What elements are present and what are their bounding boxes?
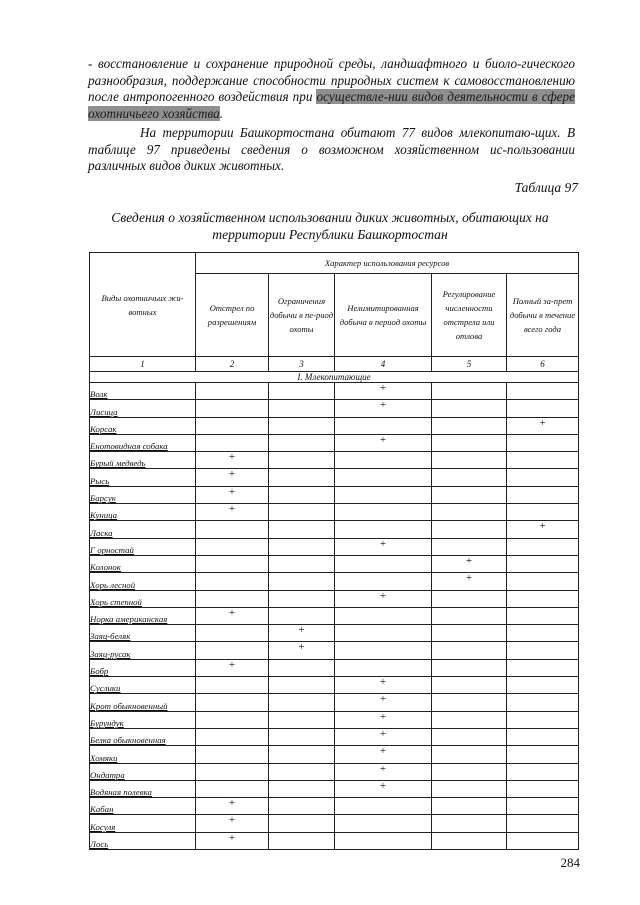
paragraph-bullet-text: - восстановление и сохранение природной среды, ландшафтного и биоло-гического разнообразия, поддержание способности природных систем к самовосстановлению после антропогенного воздействия при	[88, 56, 575, 104]
highlighted-text: осуществле-нии видов деятельности в сфере охотничьего хозяйства	[88, 89, 575, 121]
header-usage-group: Характер использования ресурсов	[196, 253, 579, 274]
empty-cell	[269, 504, 335, 521]
empty-cell	[507, 383, 579, 400]
table-row	[90, 555, 579, 572]
empty-cell	[432, 694, 507, 711]
empty-cell	[507, 780, 579, 797]
usage-mark: +	[335, 400, 432, 417]
empty-cell	[196, 555, 269, 572]
empty-cell	[432, 538, 507, 555]
empty-cell	[335, 832, 432, 849]
empty-cell	[432, 780, 507, 797]
species-name: Бобр	[90, 659, 196, 676]
empty-cell	[335, 642, 432, 659]
species-name: Лось	[90, 832, 196, 849]
empty-cell	[335, 469, 432, 486]
column-number: 4	[335, 357, 432, 372]
usage-mark: +	[196, 486, 269, 503]
species-name: Г орностай	[90, 538, 196, 555]
page-number: 284	[560, 855, 580, 870]
table-title: Сведения о хозяйственном использовании диких животных, обитающих на территории Республики Башкортостан	[111, 210, 549, 242]
section-title: I. Млекопитающие	[90, 372, 579, 383]
empty-cell	[507, 815, 579, 832]
empty-cell	[507, 694, 579, 711]
species-name: Куница	[90, 504, 196, 521]
species-name: Рысь	[90, 469, 196, 486]
species-name: Волк	[90, 383, 196, 400]
empty-cell	[335, 659, 432, 676]
empty-cell	[335, 607, 432, 624]
usage-mark: +	[507, 417, 579, 434]
empty-cell	[335, 417, 432, 434]
empty-cell	[196, 538, 269, 555]
species-name: Лисица	[90, 400, 196, 417]
table-row	[90, 677, 579, 694]
empty-cell	[507, 538, 579, 555]
empty-cell	[507, 486, 579, 503]
column-number: 3	[269, 357, 335, 372]
empty-cell	[196, 763, 269, 780]
usage-mark: +	[196, 504, 269, 521]
empty-cell	[432, 504, 507, 521]
empty-cell	[269, 763, 335, 780]
empty-cell	[432, 798, 507, 815]
table-row	[90, 694, 579, 711]
species-name: Барсук	[90, 486, 196, 503]
empty-cell	[432, 521, 507, 538]
column-number: 6	[507, 357, 579, 372]
table-row	[90, 607, 579, 624]
empty-cell	[269, 798, 335, 815]
empty-cell	[432, 711, 507, 728]
empty-cell	[507, 746, 579, 763]
species-name: Крот обыкновенный	[90, 694, 196, 711]
empty-cell	[269, 832, 335, 849]
empty-cell	[507, 590, 579, 607]
column-number: 5	[432, 357, 507, 372]
table-row	[90, 452, 579, 469]
usage-mark: +	[432, 573, 507, 590]
usage-mark: +	[335, 711, 432, 728]
empty-cell	[432, 625, 507, 642]
usage-mark: +	[507, 521, 579, 538]
usage-mark: +	[335, 590, 432, 607]
table-row	[90, 469, 579, 486]
usage-mark: +	[196, 659, 269, 676]
empty-cell	[507, 798, 579, 815]
table-row	[90, 486, 579, 503]
table-body	[90, 372, 579, 850]
empty-cell	[507, 573, 579, 590]
empty-cell	[269, 746, 335, 763]
species-name: Кабан	[90, 798, 196, 815]
usage-mark: +	[196, 815, 269, 832]
empty-cell	[432, 417, 507, 434]
usage-mark: +	[269, 642, 335, 659]
usage-mark: +	[432, 555, 507, 572]
empty-cell	[269, 677, 335, 694]
table-row	[90, 798, 579, 815]
empty-cell	[507, 469, 579, 486]
empty-cell	[507, 400, 579, 417]
table-row	[90, 746, 579, 763]
table-row	[90, 400, 579, 417]
empty-cell	[269, 400, 335, 417]
table-row	[90, 832, 579, 849]
table-row	[90, 538, 579, 555]
empty-cell	[507, 659, 579, 676]
table-row	[90, 590, 579, 607]
table-row	[90, 642, 579, 659]
usage-mark: +	[335, 677, 432, 694]
empty-cell	[432, 452, 507, 469]
empty-cell	[269, 383, 335, 400]
empty-cell	[432, 746, 507, 763]
empty-cell	[269, 538, 335, 555]
empty-cell	[269, 659, 335, 676]
empty-cell	[196, 521, 269, 538]
paragraph-bullet-end: .	[219, 105, 224, 121]
empty-cell	[335, 504, 432, 521]
empty-cell	[269, 607, 335, 624]
empty-cell	[507, 452, 579, 469]
column-number: 2	[196, 357, 269, 372]
species-name: Бурый медведь	[90, 452, 196, 469]
empty-cell	[269, 728, 335, 745]
empty-cell	[196, 573, 269, 590]
empty-cell	[196, 642, 269, 659]
empty-cell	[196, 677, 269, 694]
species-name: Хомяки	[90, 746, 196, 763]
usage-mark: +	[335, 538, 432, 555]
species-name: Белка обыкновенная	[90, 728, 196, 745]
empty-cell	[335, 452, 432, 469]
usage-mark: +	[269, 625, 335, 642]
empty-cell	[507, 504, 579, 521]
empty-cell	[269, 780, 335, 797]
empty-cell	[432, 400, 507, 417]
usage-mark: +	[335, 383, 432, 400]
species-name: Хорь лесной	[90, 573, 196, 590]
species-name: Ондатра	[90, 763, 196, 780]
species-name: Косуля	[90, 815, 196, 832]
empty-cell	[269, 815, 335, 832]
empty-cell	[507, 763, 579, 780]
empty-cell	[432, 607, 507, 624]
usage-mark: +	[335, 763, 432, 780]
empty-cell	[269, 711, 335, 728]
table-row	[90, 711, 579, 728]
species-name: Енотовидная собака	[90, 434, 196, 451]
column-header: Ограничения добычи в пе-риод охоты	[269, 274, 335, 357]
empty-cell	[196, 694, 269, 711]
empty-cell	[432, 763, 507, 780]
species-name: Суслики	[90, 677, 196, 694]
empty-cell	[269, 555, 335, 572]
usage-mark: +	[196, 798, 269, 815]
species-name: Корсак	[90, 417, 196, 434]
empty-cell	[507, 711, 579, 728]
empty-cell	[269, 590, 335, 607]
paragraph-intro: На территории Башкортостана обитают 77 видов млекопитаю-щих. В таблице 97 приведены сведения о возможном хозяйственном ис-пользовании различных видов диких животных.	[88, 125, 575, 173]
species-name: Хорь степной	[90, 590, 196, 607]
empty-cell	[432, 434, 507, 451]
empty-cell	[196, 590, 269, 607]
empty-cell	[196, 417, 269, 434]
usage-mark: +	[196, 607, 269, 624]
empty-cell	[507, 642, 579, 659]
header-species: Виды охотничьих жи-вотных	[90, 253, 196, 357]
usage-mark: +	[335, 780, 432, 797]
column-numbers-row	[90, 357, 579, 372]
empty-cell	[269, 452, 335, 469]
empty-cell	[335, 486, 432, 503]
table-row	[90, 383, 579, 400]
empty-cell	[432, 659, 507, 676]
empty-cell	[196, 383, 269, 400]
empty-cell	[269, 434, 335, 451]
species-name: Заяц-русак	[90, 642, 196, 659]
table-row	[90, 504, 579, 521]
empty-cell	[335, 798, 432, 815]
species-name: Заяц-беляк	[90, 625, 196, 642]
empty-cell	[507, 832, 579, 849]
table-row	[90, 815, 579, 832]
empty-cell	[432, 383, 507, 400]
empty-cell	[507, 625, 579, 642]
empty-cell	[507, 607, 579, 624]
empty-cell	[432, 815, 507, 832]
empty-cell	[507, 555, 579, 572]
empty-cell	[507, 728, 579, 745]
species-name: Водяная полевка	[90, 780, 196, 797]
table-row	[90, 521, 579, 538]
column-number: 1	[90, 357, 196, 372]
usage-mark: +	[335, 728, 432, 745]
paragraph-bullet	[88, 56, 575, 122]
empty-cell	[507, 677, 579, 694]
empty-cell	[335, 625, 432, 642]
empty-cell	[269, 521, 335, 538]
table-row	[90, 659, 579, 676]
empty-cell	[432, 677, 507, 694]
table-row	[90, 434, 579, 451]
empty-cell	[196, 434, 269, 451]
table-row	[90, 417, 579, 434]
species-name: Колонок	[90, 555, 196, 572]
species-name: Норка американская	[90, 607, 196, 624]
species-name: Бурундук	[90, 711, 196, 728]
empty-cell	[196, 400, 269, 417]
empty-cell	[196, 711, 269, 728]
empty-cell	[432, 642, 507, 659]
empty-cell	[432, 590, 507, 607]
table-row	[90, 763, 579, 780]
empty-cell	[196, 746, 269, 763]
empty-cell	[432, 469, 507, 486]
empty-cell	[432, 486, 507, 503]
usage-mark: +	[335, 694, 432, 711]
empty-cell	[507, 434, 579, 451]
empty-cell	[335, 815, 432, 832]
empty-cell	[335, 521, 432, 538]
column-header: Нелимитированная добыча в период охоты	[335, 274, 432, 357]
species-name: Ласка	[90, 521, 196, 538]
table-row	[90, 625, 579, 642]
empty-cell	[196, 625, 269, 642]
empty-cell	[432, 728, 507, 745]
usage-mark: +	[196, 452, 269, 469]
table-row	[90, 573, 579, 590]
usage-mark: +	[335, 434, 432, 451]
table-label: Таблица 97	[514, 180, 578, 195]
empty-cell	[335, 573, 432, 590]
column-header: Полный за-прет добычи в течение всего года	[507, 274, 579, 357]
empty-cell	[269, 469, 335, 486]
usage-mark: +	[196, 832, 269, 849]
empty-cell	[269, 694, 335, 711]
table-row	[90, 780, 579, 797]
empty-cell	[269, 573, 335, 590]
empty-cell	[335, 555, 432, 572]
column-header: Регулирование численности отстрела или отлова	[432, 274, 507, 357]
usage-mark: +	[335, 746, 432, 763]
table-row	[90, 728, 579, 745]
empty-cell	[196, 728, 269, 745]
usage-mark: +	[196, 469, 269, 486]
empty-cell	[432, 832, 507, 849]
column-header: Отстрел по разрешениям	[196, 274, 269, 357]
empty-cell	[196, 780, 269, 797]
hunting-resources-table	[89, 252, 579, 850]
empty-cell	[269, 417, 335, 434]
empty-cell	[269, 486, 335, 503]
